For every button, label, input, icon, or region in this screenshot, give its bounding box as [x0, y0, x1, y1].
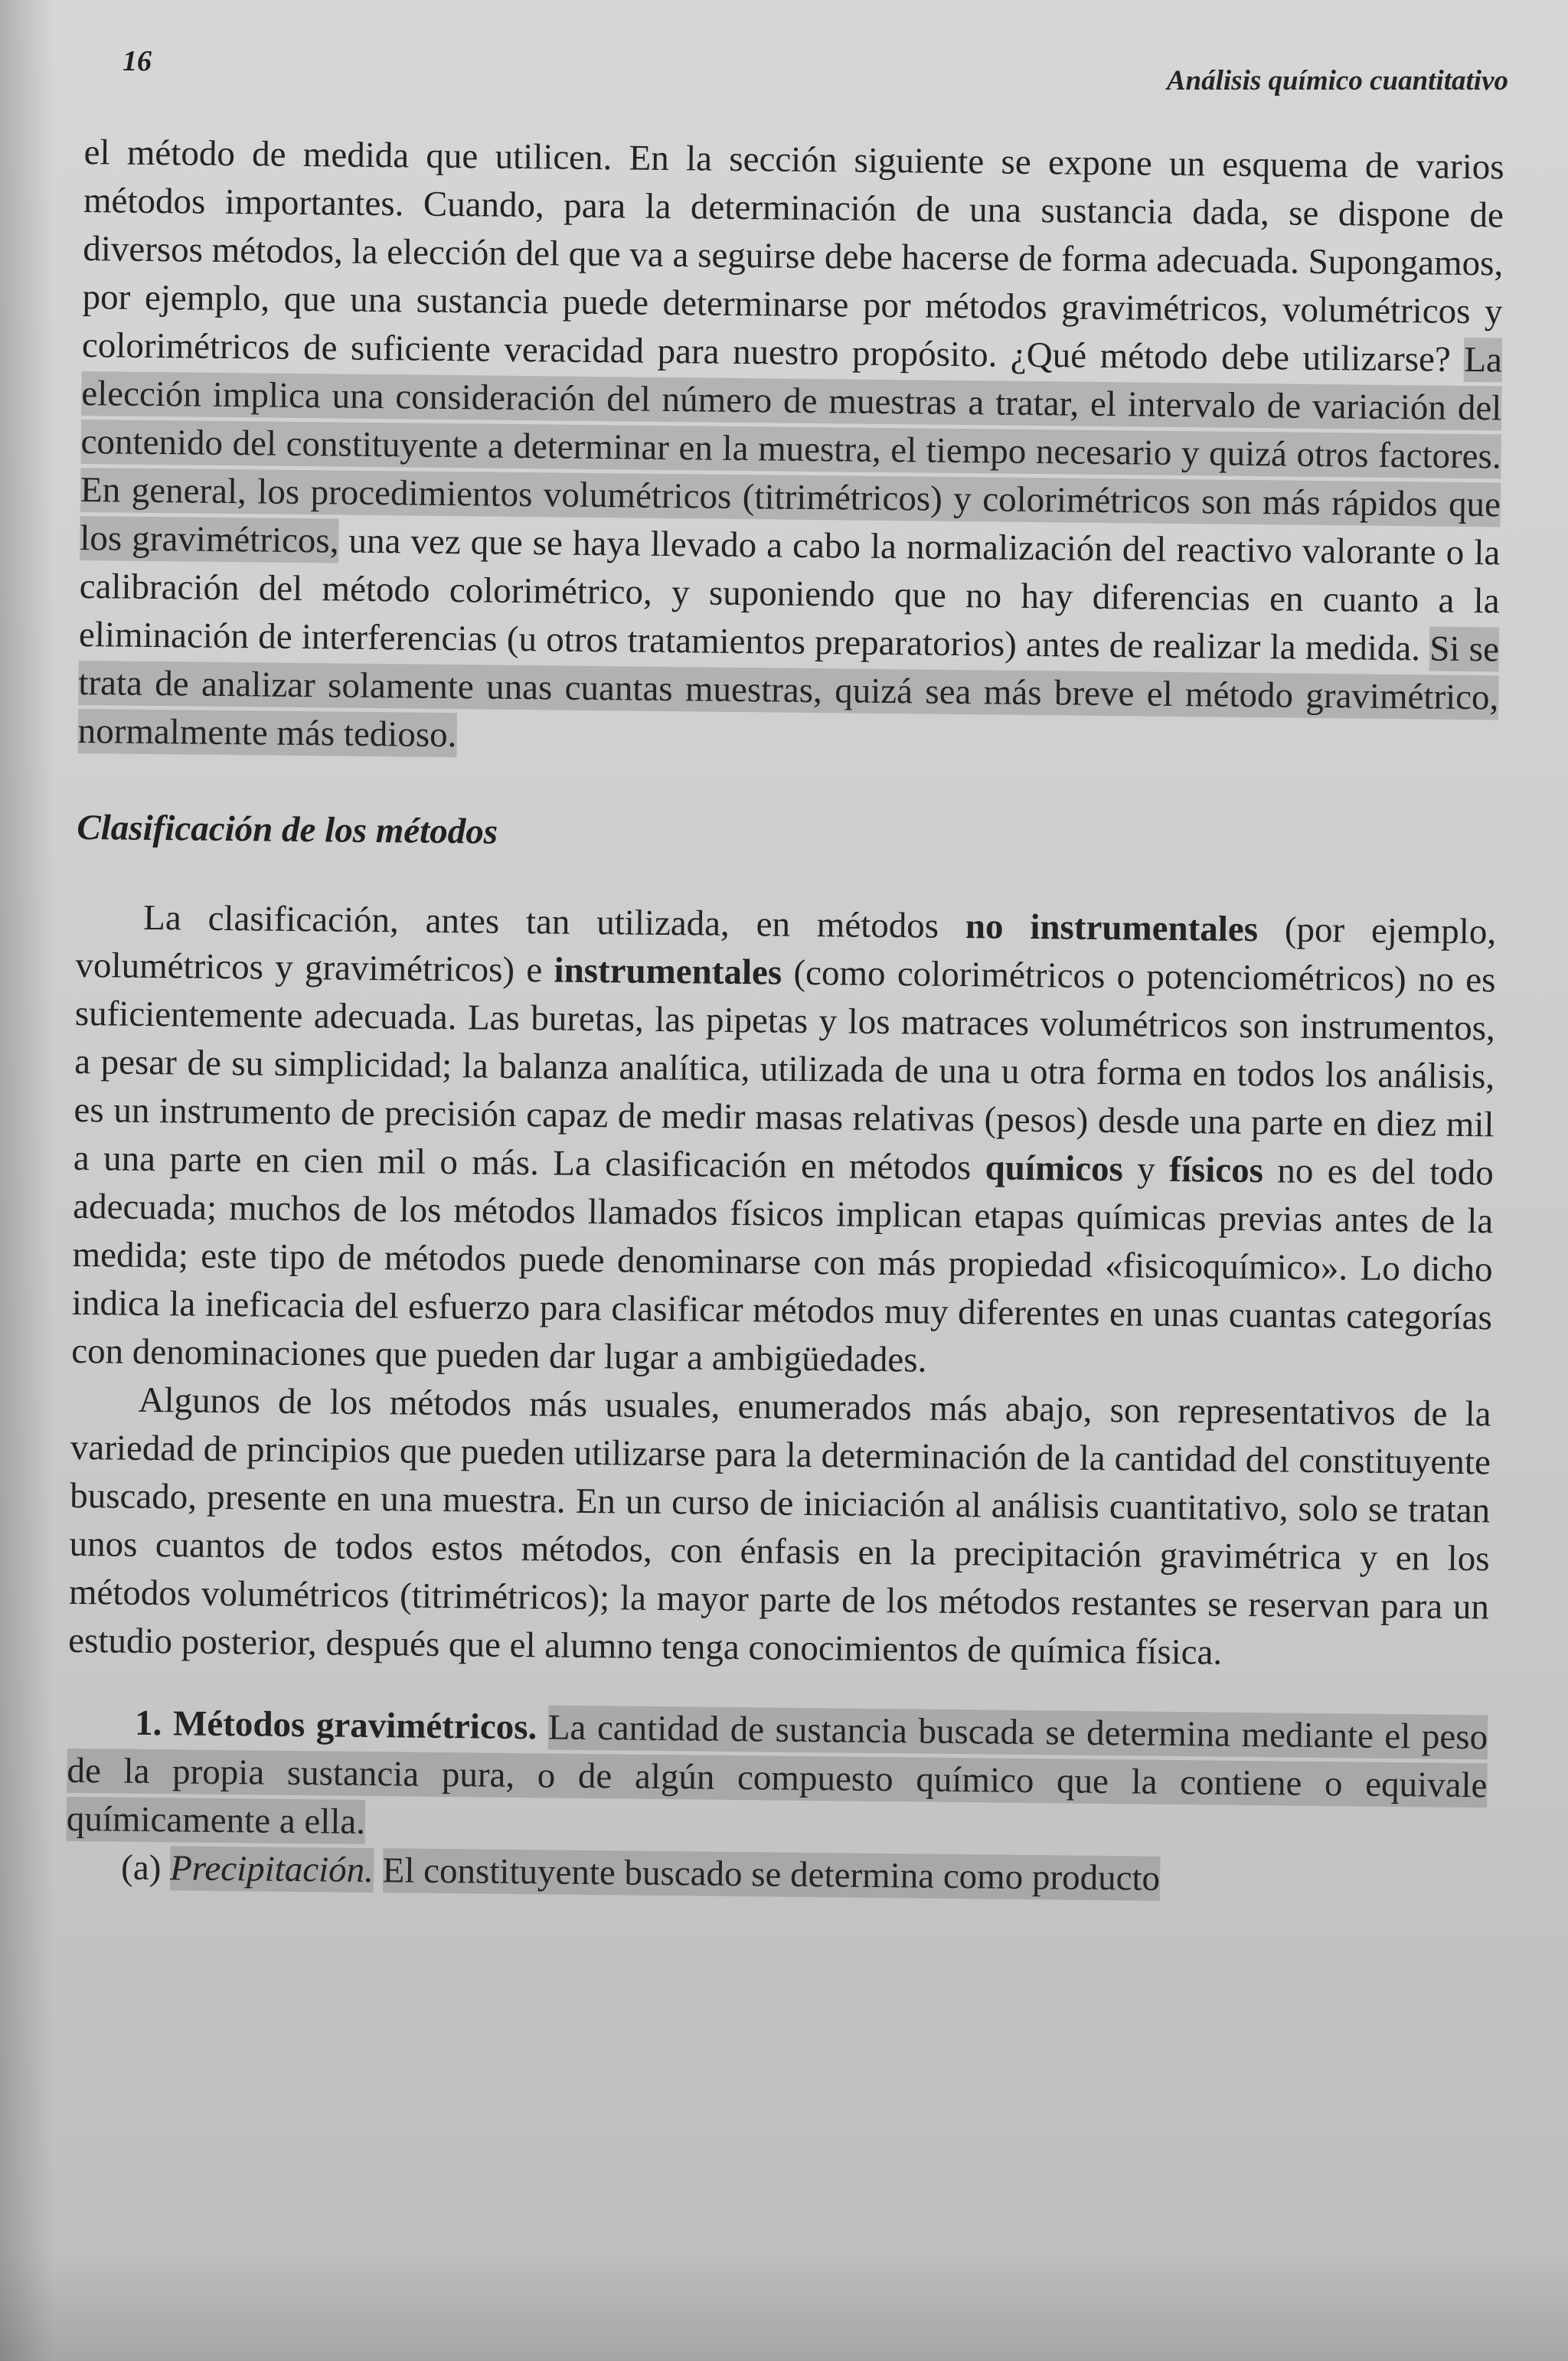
section-heading: Clasificación de los métodos [77, 807, 498, 852]
page-number: 16 [122, 45, 152, 77]
page-bottom-shadow [0, 2254, 1568, 2361]
list-item-gravimetric [67, 1699, 1488, 1858]
highlighted-passage: Si se trata de analizar solamente unas cuantas muestras, quizá sea más breve el método gravimétrico, normalmente más tedioso. [77, 626, 1499, 757]
paragraph-common-methods: Algunos de los métodos más usuales, enumerados más abajo, son representativos de la variedad de principios que pueden utilizarse para la determinación de la cantidad del constituyente buscado, presente en una muestra. En un curso de iniciación al análisis cuantitativo, solo se tratan unos cuantos de todos estos métodos, con énfasis en la precipitación gravimétrica y en los métodos volumétricos (titrimétricos); la mayor parte de los métodos restantes se reservan para un estudio posterior, después que el alumno tenga conocimientos de química física. [68, 1380, 1491, 1673]
highlighted-passage: La elección implica una consideración del número de muestras a tratar, el intervalo de variación del contenido del constituyente a determinar en la muestra, el tiempo necesario y quizá otros factores. En general, los procedimientos volumétricos (titrimétricos) y colorimétricos son más rápidos que los gravimétricos, [80, 338, 1502, 563]
paragraph-text: y [1122, 1149, 1170, 1190]
sub-item-label: (a) [120, 1847, 162, 1889]
paragraph-text: (por ejemplo, volumétricos y gravimétricos) e [75, 909, 1497, 991]
page-edge-shadow [0, 0, 54, 2361]
paragraph-text: La clasificación, antes tan utilizada, en métodos [142, 897, 966, 947]
paragraph-text: (como colorimétricos o potenciométricos) no es suficientemente adecuada. Las buretas, las pipetas y los matraces volumétricos son instrumentos, a pesar de su simplicidad; la balanza analítica, utilizada de una u otra forma en todos los análisis, es un instrumento de precisión capaz de medir masas relativas (pesos) desde una parte en diez mil a una parte en cien mil o más. La clasificación en métodos [73, 952, 1496, 1188]
sub-item-term: Precipitación. [170, 1846, 374, 1892]
bold-term: no instrumentales [965, 906, 1259, 950]
page-body [66, 129, 1504, 1906]
paragraph-text: una vez que se haya llevado a cabo la normalización del reactivo valorante o la calibración del método colorimétrico, y suponiendo que no hay diferencias en cuanto a la eliminación de interferencias (u otros tratamientos preparatorios) antes de realizar la medida. [78, 521, 1501, 669]
page-header [115, 44, 1508, 98]
paragraph-method-choice [77, 129, 1504, 770]
paragraph-text: el método de medida que utilicen. En la sección siguiente se expone un esquema de varios métodos importantes. Cuando, para la determinación de una sustancia dada, se dispone de diversos métodos, la elección del que va a seguirse debe hacerse de forma adecuada. Supongamos, por ejemplo, que una sustancia puede determinarse por métodos gravimétricos, volumétricos y colorimétricos de suficiente veracidad para nuestro propósito. ¿Qué método debe utilizarse? [81, 132, 1504, 380]
highlighted-passage: La cantidad de sustancia buscada se determina mediante el peso de la propia sustancia pura, o de algún compuesto químico que la contiene o equivale químicamente a ella. [67, 1705, 1488, 1844]
paragraph-text: no es del todo adecuada; muchos de los métodos llamados físicos implican etapas químicas previas antes de la medida; este tipo de métodos puede denominarse con más propiedad «fisicoquímico». Lo dicho indica la ineficacia del esfuerzo para clasificar métodos muy diferentes en unas cuantas categorías con denominaciones que pueden dar lugar a ambigüedades. [71, 1151, 1494, 1380]
paragraph-classification [71, 893, 1496, 1390]
bold-term: físicos [1168, 1149, 1264, 1191]
running-title: Análisis químico cuantitativo [1166, 65, 1508, 96]
bold-term: químicos [985, 1148, 1124, 1190]
highlighted-passage: El constituyente buscado se determina como producto [382, 1848, 1160, 1901]
bold-term: instrumentales [554, 950, 782, 993]
list-item-heading: 1. Métodos gravimétricos. [134, 1703, 537, 1748]
